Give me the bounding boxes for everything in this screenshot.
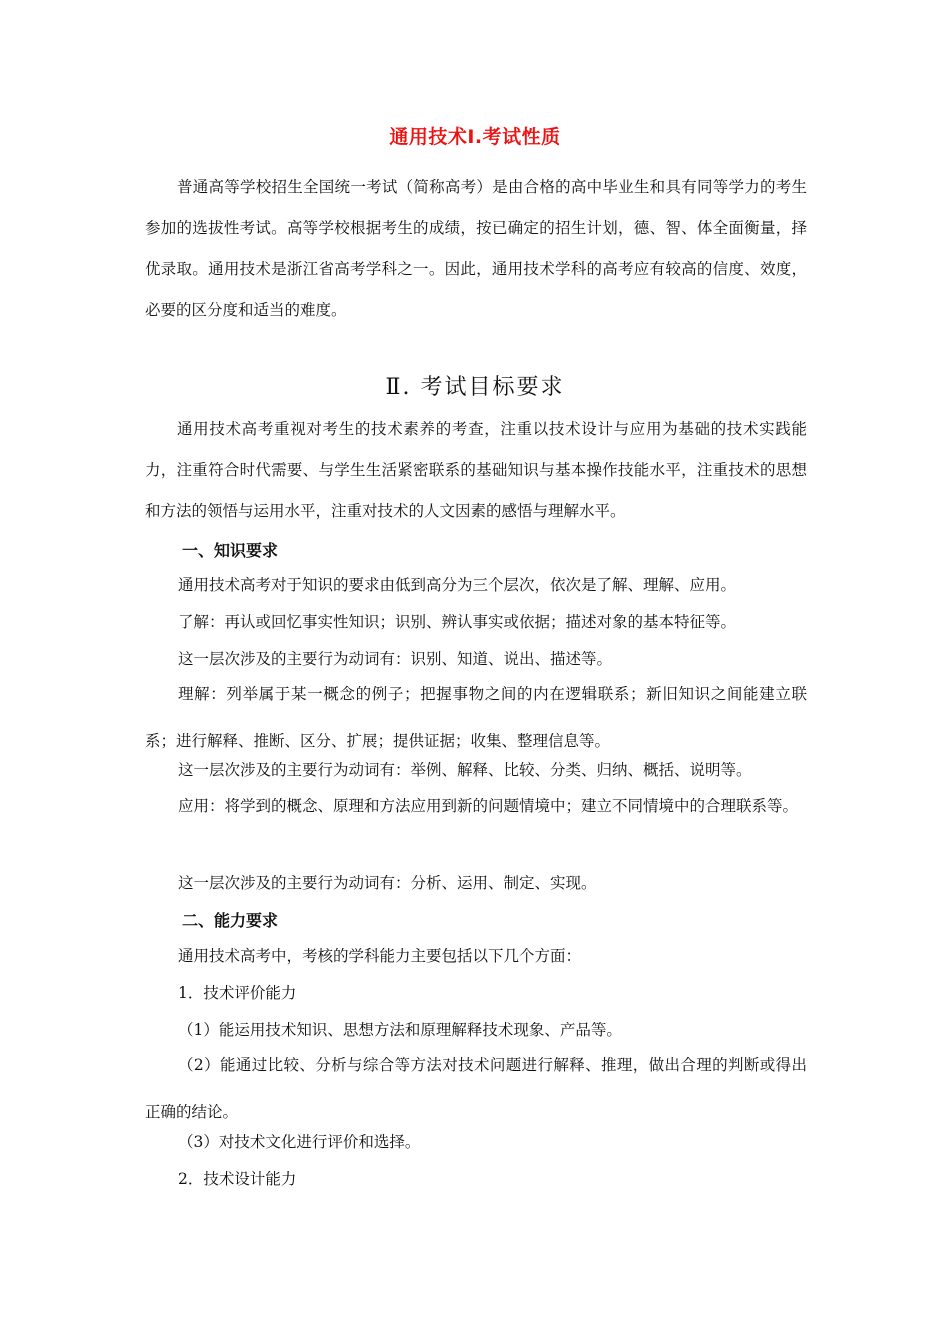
ability-intro: 通用技术高考中，考核的学科能力主要包括以下几个方面： — [178, 947, 582, 965]
section1-title: 通用技术Ⅰ.考试性质 — [389, 126, 561, 148]
section2-intro: 通用技术高考重视对考生的技术素养的考查，注重以技术设计与应用为基础的技术实践能力，注重符合时代需要、与学生生活紧密联系的基础知识与基本操作技能水平，注重技术的思想和方法的领悟与运用水平，注重对技术的人文因素的感悟与理解水平。 — [145, 420, 807, 520]
knowledge-apply-verbs: 这一层次涉及的主要行为动词有：分析、运用、制定、实现。 — [178, 874, 597, 892]
knowledge-comprehend: 理解：列举属于某一概念的例子；把握事物之间的内在逻辑联系；新旧知识之间能建立联系；进行解释、推断、区分、扩展；提供证据；收集、整理信息等。 — [145, 685, 807, 750]
ability-item1-title: 1．技术评价能力 — [178, 984, 297, 1002]
section2-title: Ⅱ. 考试目标要求 — [385, 375, 565, 400]
ability-item1-3: （3）对技术文化进行评价和选择。 — [178, 1133, 421, 1151]
ability-item1-1: （1）能运用技术知识、思想方法和原理解释技术现象、产品等。 — [178, 1021, 622, 1039]
ability-item2-title: 2．技术设计能力 — [178, 1170, 297, 1188]
ability-item1-2: （2）能通过比较、分析与综合等方法对技术问题进行解释、推理，做出合理的判断或得出正确的结论。 — [145, 1056, 807, 1121]
knowledge-understand-basic: 了解：再认或回忆事实性知识；识别、辨认事实或依据；描述对象的基本特征等。 — [178, 613, 737, 631]
knowledge-apply: 应用：将学到的概念、原理和方法应用到新的问题情境中；建立不同情境中的合理联系等。 — [178, 797, 799, 815]
knowledge-understand-basic-verbs: 这一层次涉及的主要行为动词有：识别、知道、说出、描述等。 — [178, 650, 613, 668]
section1-paragraph: 普通高等学校招生全国统一考试（简称高考）是由合格的高中毕业生和具有同等学力的考生参加的选拔性考试。高等学校根据考生的成绩，按已确定的招生计划，德、智、体全面衡量，择优录取。通用技术是浙江省高考学科之一。因此，通用技术学科的高考应有较高的信度、效度，必要的区分度和适当的难度。 — [145, 178, 807, 319]
knowledge-comprehend-verbs: 这一层次涉及的主要行为动词有：举例、解释、比较、分类、归纳、概括、说明等。 — [178, 761, 752, 779]
ability-heading: 二、能力要求 — [182, 911, 279, 930]
knowledge-levels-intro: 通用技术高考对于知识的要求由低到高分为三个层次，依次是了解、理解、应用。 — [178, 576, 737, 594]
knowledge-heading: 一、知识要求 — [182, 541, 279, 560]
